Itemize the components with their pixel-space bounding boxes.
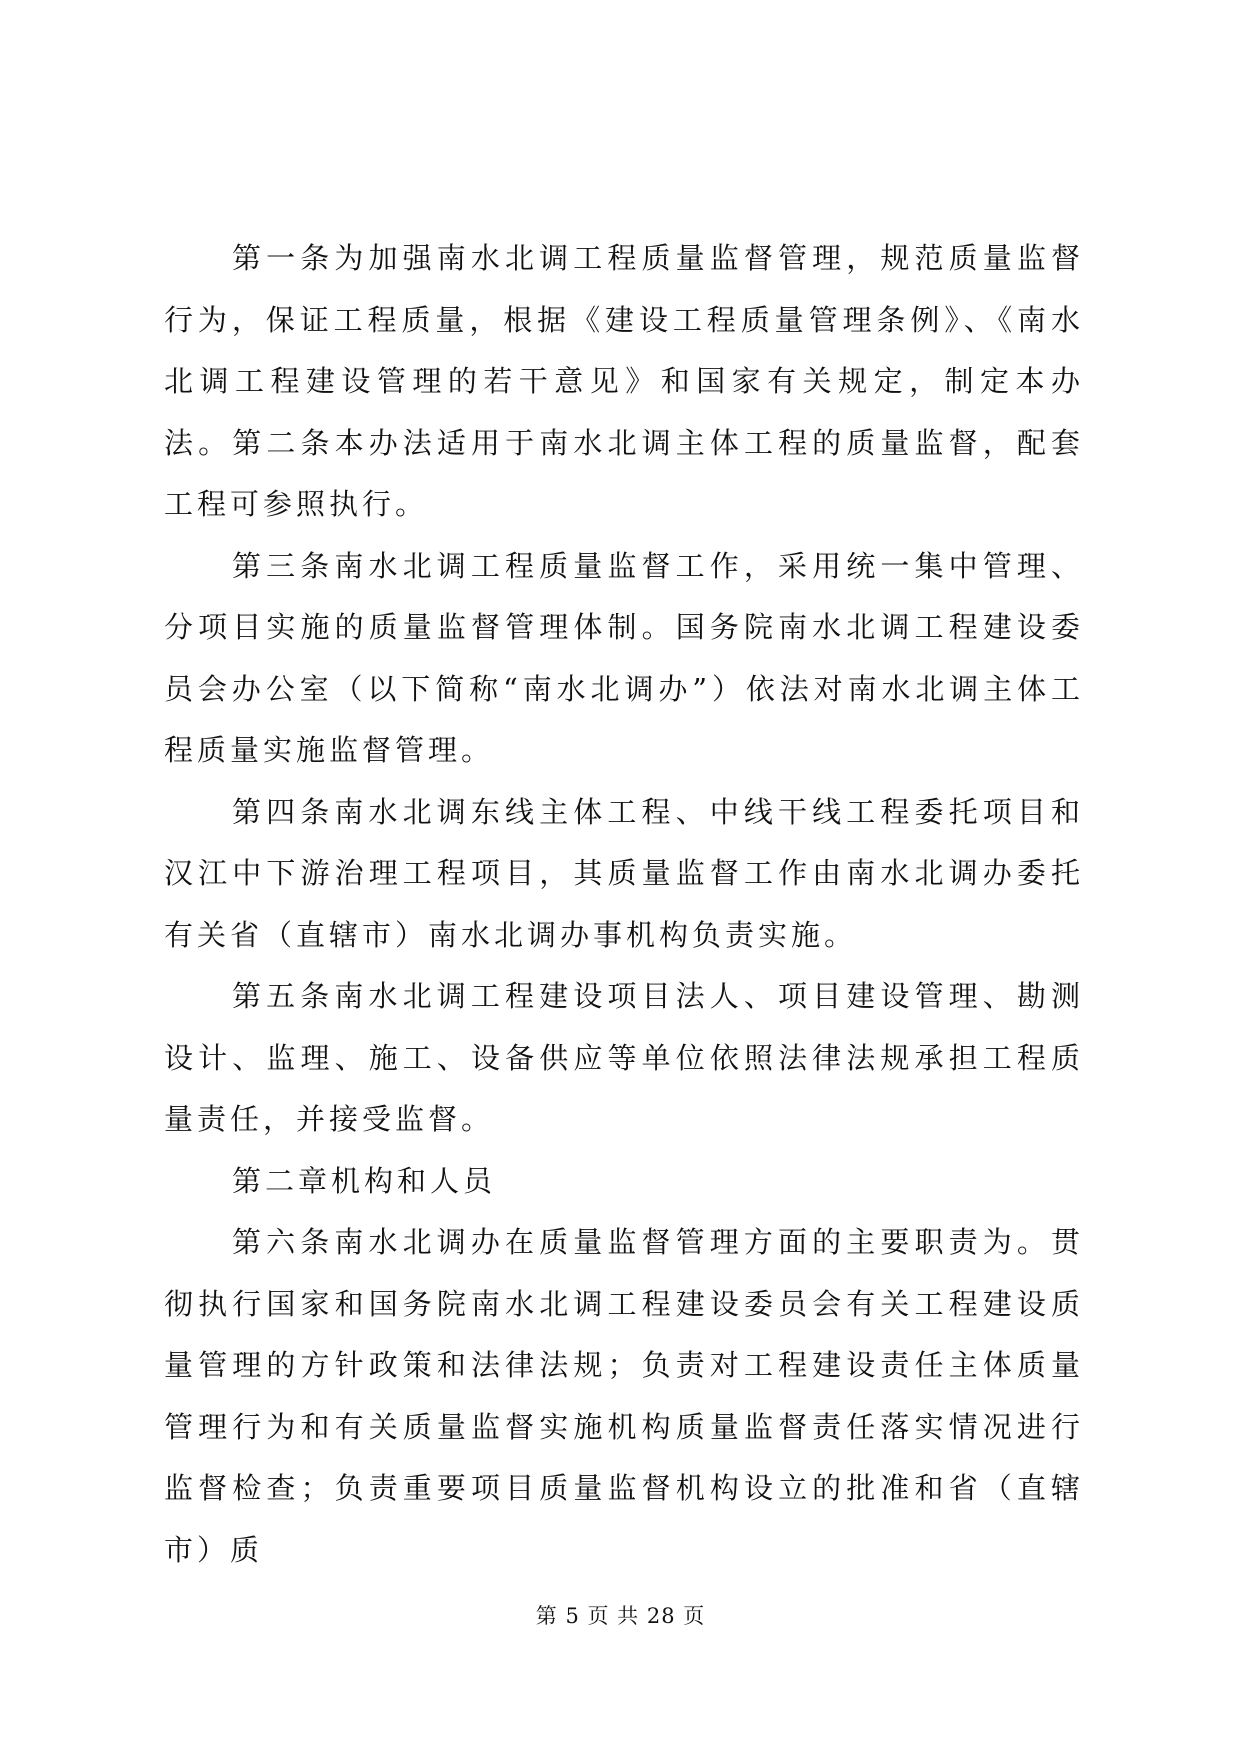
paragraph-article-1-2: 第一条为加强南水北调工程质量监督管理，规范质量监督行为，保证工程质量，根据《建设工程质量管理条例》、《南水北调工程建设管理的若干意见》和国家有关规定，制定本办法。第二条本办法适用于南水北调主体工程的质量监督，配套工程可参照执行。 <box>164 241 1084 521</box>
document-body <box>164 228 1084 1581</box>
paragraph-article-5: 第五条南水北调工程建设项目法人、项目建设管理、勘测设计、监理、施工、设备供应等单位依照法律法规承担工程质量责任，并接受监督。 <box>164 979 1084 1136</box>
paragraph-article-4: 第四条南水北调东线主体工程、中线干线工程委托项目和汉江中下游治理工程项目，其质量监督工作由南水北调办委托有关省（直辖市）南水北调办事机构负责实施。 <box>164 794 1084 952</box>
chapter-heading: 第二章机构和人员 <box>232 1163 497 1198</box>
paragraph-article-6: 第六条南水北调办在质量监督管理方面的主要职责为。贯彻执行国家和国务院南水北调工程建设委员会有关工程建设质量管理的方针政策和法律法规；负责对工程建设责任主体质量管理行为和有关质量监督实施机构质量监督责任落实情况进行监督检查；负责重要项目质量监督机构设立的批准和省（直辖市）质 <box>164 1225 1084 1567</box>
paragraph-article-3: 第三条南水北调工程质量监督工作，采用统一集中管理、分项目实施的质量监督管理体制。国务院南水北调工程建设委员会办公室（以下简称“南水北调办”）依法对南水北调主体工程质量实施监督管理。 <box>164 548 1084 767</box>
page-number-footer: 第 5 页 共 28 页 <box>535 1604 706 1628</box>
